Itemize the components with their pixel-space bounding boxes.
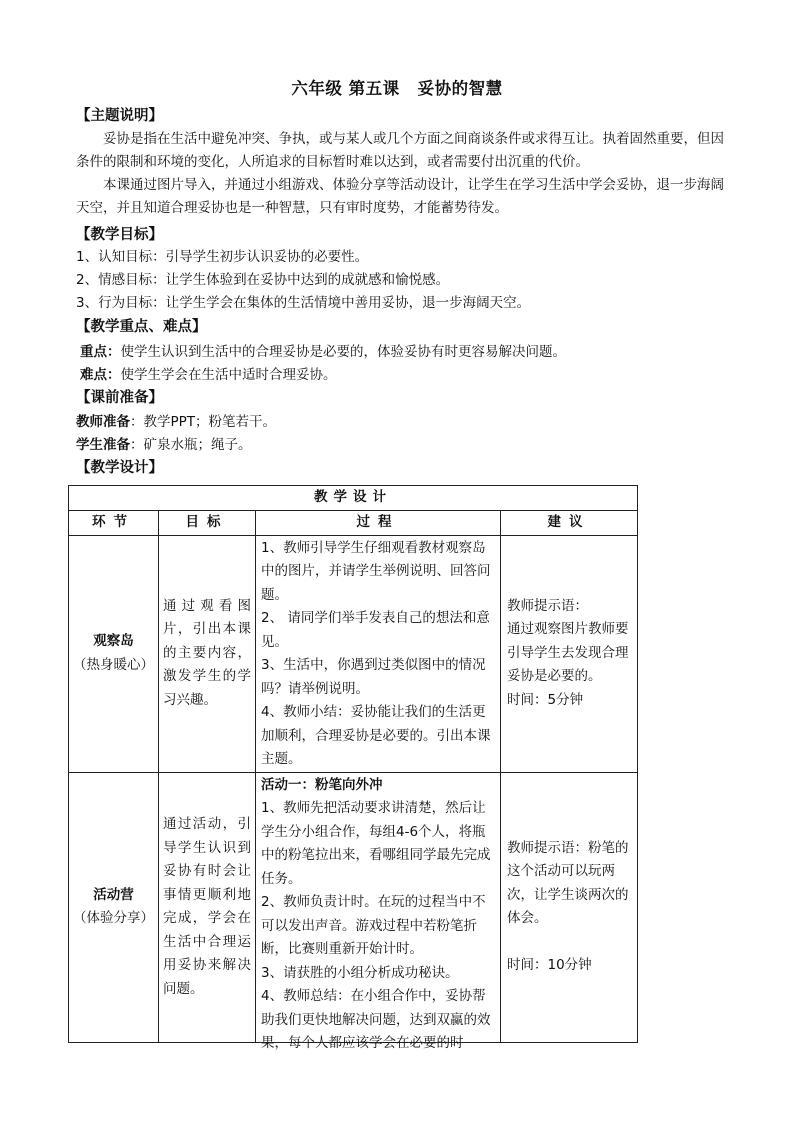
process-step: 4、教师小结：妥协能让我们的生活更加顺利，合理妥协是必要的。引出本课主题。 — [261, 704, 491, 767]
teacher-prep-text: ：教学PPT；粉笔若干。 — [130, 414, 277, 430]
student-prep-text: ：矿泉水瓶；绳子。 — [130, 437, 252, 453]
difficulty-line — [80, 364, 730, 387]
process-step: 4、教师总结：在小组合作中，妥协帮助我们更快地解决问题，达到双赢的效果，每个人都应该学会在必要的时 — [261, 988, 491, 1051]
title-grade: 六年级 — [291, 79, 343, 98]
process-step: 3、请获胜的小组分析成功秘诀。 — [261, 964, 459, 981]
student-prep-line — [76, 434, 726, 457]
stage-name: 观察岛 — [93, 633, 134, 649]
process-step: 1、教师先把活动要求讲清楚，然后让学生分小组合作，每组4-6个人，将瓶中的粉笔拉出来，看哪组同学最先完成任务。 — [261, 800, 491, 887]
suggestion-cell — [501, 535, 638, 772]
goal-cell: 通过活动，引导学生认识到妥协有时会让事情更顺利地完成，学会在生活中合理运用妥协来解决问题。 — [159, 772, 256, 1042]
title-lesson: 第五课 — [348, 79, 400, 98]
difficulty-label: 难点： — [80, 367, 121, 383]
preparation-heading: 【课前准备】 — [76, 390, 163, 406]
table-row — [69, 535, 638, 772]
objective-item: 2、情感目标：让学生体验到在妥协中达到的成就感和愉悦感。 — [76, 272, 450, 288]
activity-title: 活动一：粉笔向外冲 — [261, 776, 383, 793]
stage-cell — [69, 772, 159, 1042]
title-topic: 妥协的智慧 — [417, 79, 503, 98]
stage-name: 活动营 — [93, 886, 134, 903]
table-header-row — [69, 510, 638, 535]
process-step: 3、生活中，你遇到过类似图中的情况吗？请举例说明。 — [261, 657, 486, 697]
suggestion-cell — [501, 772, 638, 1042]
suggestion-line: 教师提示语：粉笔的这个活动可以玩两次，让学生谈两次的体会。 — [507, 839, 629, 927]
teacher-prep-label: 教师准备 — [76, 414, 130, 430]
theme-heading: 【主题说明】 — [76, 108, 163, 124]
column-header: 建议 — [501, 510, 638, 535]
difficulty-text: 使学生学会在生活中适时合理妥协。 — [120, 367, 337, 383]
suggestion-line: 教师提示语： — [507, 597, 588, 614]
suggestion-line: 时间：5分钟 — [507, 691, 584, 708]
focus-line — [80, 341, 730, 364]
suggestion-spacer — [507, 931, 631, 954]
table-title: 教学设计 — [69, 486, 638, 511]
process-step: 1、教师引导学生仔细观看教材观察岛中的图片，并请学生举例说明、回答问题。 — [261, 539, 491, 603]
process-cell — [256, 535, 501, 772]
teacher-prep-line — [76, 411, 726, 434]
design-table — [68, 485, 638, 1051]
stage-subtitle: （热身暖心） — [73, 656, 154, 673]
column-header: 目标 — [159, 510, 256, 535]
focus-label: 重点： — [80, 344, 121, 360]
objective-item: 3、行为目标：让学生学会在集体的生活情境中善用妥协，退一步海阔天空。 — [76, 295, 531, 311]
process-step: 2、 请同学们举手发表自己的想法和意见。 — [261, 610, 490, 650]
design-heading: 【教学设计】 — [76, 460, 163, 476]
objectives-heading: 【教学目标】 — [76, 227, 163, 243]
column-header: 环节 — [69, 510, 159, 535]
theme-paragraph-2: 本课通过图片导入，并通过小组游戏、体验分享等活动设计，让学生在学习生活中学会妥协，退一步海阔天空，并且知道合理妥协也是一种智慧，只有审时度势，才能蓄势待发。 — [76, 177, 724, 216]
goal-cell: 通过观看图片，引出本课的主要内容，激发学生的学习兴趣。 — [159, 535, 256, 772]
stage-subtitle: （体验分享） — [73, 910, 154, 926]
page-title — [0, 77, 794, 100]
theme-paragraph-1: 妥协是指在生活中避免冲突、争执，或与某人或几个方面之间商谈条件或求得互让。执着固然重要，但因条件的限制和环境的变化，人所追求的目标暂时难以达到，或者需要付出沉重的代价。 — [76, 131, 724, 170]
focus-text: 使学生认识到生活中的合理妥协是必要的，体验妥协有时更容易解决问题。 — [120, 344, 566, 360]
suggestion-line: 通过观察图片教师要引导学生去发现合理妥协是必要的。 — [507, 621, 629, 685]
student-prep-label: 学生准备 — [76, 437, 130, 453]
process-cell — [256, 772, 501, 1051]
stage-cell — [69, 535, 159, 772]
process-step: 2、教师负责计时。在玩的过程当中不可以发出声音。游戏过程中若粉笔折断，比赛则重新开始计时。 — [261, 894, 486, 957]
objective-item: 1、认知目标：引导学生初步认识妥协的必要性。 — [76, 249, 369, 265]
keypoints-heading: 【教学重点、难点】 — [76, 319, 207, 335]
suggestion-line: 时间：10分钟 — [507, 956, 592, 973]
column-header: 过程 — [256, 510, 501, 535]
table-row — [69, 772, 638, 1042]
